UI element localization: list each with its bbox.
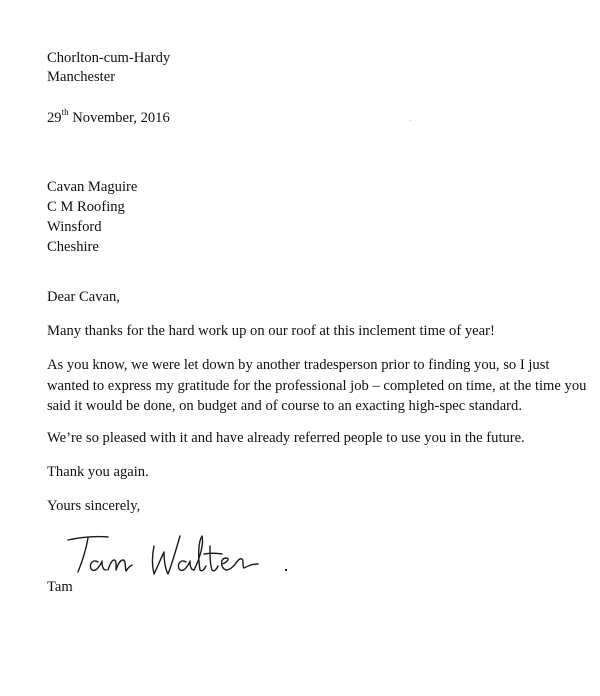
recipient-company: C M Roofing xyxy=(47,199,125,215)
letter-date xyxy=(47,109,170,127)
handwritten-signature xyxy=(62,528,302,588)
sender-address-line2: Manchester xyxy=(47,69,116,85)
signature-dot xyxy=(285,569,287,571)
body-paragraph-4: Thank you again. xyxy=(47,464,149,480)
sender-address-line1: Chorlton-cum-Hardy xyxy=(47,50,171,66)
body-paragraph-1: Many thanks for the hard work up on our roof at this inclement time of year! xyxy=(47,323,495,339)
body-paragraph-2: As you know, we were let down by another tradesperson prior to finding you, so I just wanted to express my gratitude for the professional job – completed on time, at the time you said it would be done, on budget and of course to an exacting high-spec standard. xyxy=(47,357,587,414)
date-day: 29 xyxy=(47,110,62,126)
date-ordinal-suffix: th xyxy=(61,107,69,118)
body-paragraph-3: We’re so pleased with it and have already referred people to use you in the future. xyxy=(47,430,525,446)
scan-speck xyxy=(410,120,411,121)
signoff-name: Tam xyxy=(47,579,73,595)
date-month-year: November, 2016 xyxy=(68,110,170,126)
salutation: Dear Cavan, xyxy=(47,289,120,305)
recipient-town: Winsford xyxy=(47,219,102,235)
recipient-name: Cavan Maguire xyxy=(47,179,138,195)
closing: Yours sincerely, xyxy=(47,498,141,514)
recipient-county: Cheshire xyxy=(47,239,99,255)
